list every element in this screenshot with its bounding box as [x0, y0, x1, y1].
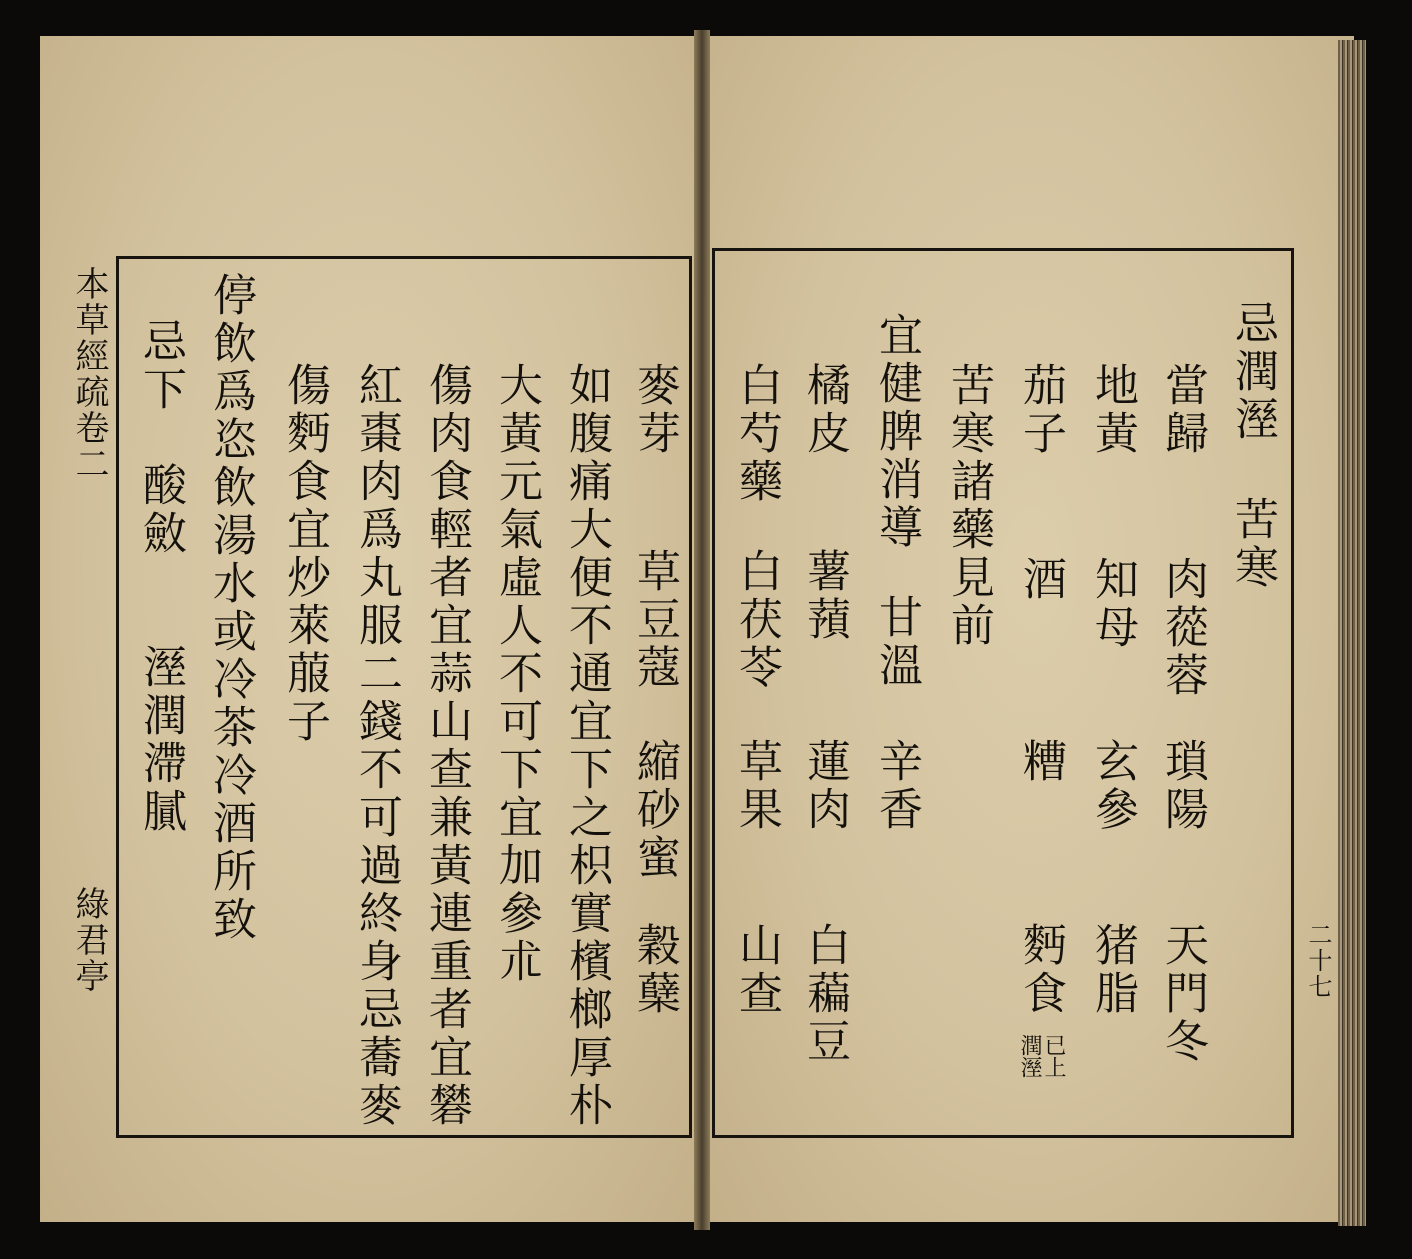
- herb-item: 知母: [1087, 556, 1138, 652]
- herb-item: 麪食: [1015, 922, 1066, 1018]
- cross-reference: 苦寒諸藥見前: [943, 362, 994, 650]
- heading-qualifier: 苦寒: [1227, 496, 1278, 592]
- herb-item: 穀蘖: [629, 922, 680, 1018]
- herb-item: 草豆蔻: [629, 548, 680, 692]
- herb-item: 白芍藥: [731, 362, 782, 506]
- text-column: 傷麪食宜炒萊菔子: [279, 362, 330, 746]
- herb-item: 肉蓯蓉: [1157, 556, 1208, 700]
- text-column: 傷肉食輕者宜蒜山查兼黃連重者宜礬: [421, 362, 472, 1130]
- advice-quality: 甘溫: [871, 594, 922, 690]
- page-number: 二十七: [1304, 922, 1332, 1000]
- herb-item: 白茯苓: [731, 548, 782, 692]
- text-column: 如腹痛大便不通宜下之枳實檳榔厚朴: [561, 362, 612, 1130]
- herb-item: 麥芽: [629, 362, 680, 458]
- herb-item: 山查: [731, 922, 782, 1018]
- herb-item: 草果: [731, 738, 782, 834]
- herb-item: 薯蕷: [799, 548, 850, 644]
- herb-item: 瑣陽: [1157, 738, 1208, 834]
- heading: 忌潤溼: [1227, 300, 1278, 444]
- herb-item: 玄參: [1087, 738, 1138, 834]
- book-gutter: [694, 30, 710, 1230]
- avoid-item: 溼潤: [135, 644, 186, 740]
- advice-quality: 辛香: [871, 738, 922, 834]
- avoid-heading: 忌下: [135, 318, 186, 414]
- herb-item: 天門冬: [1157, 922, 1208, 1066]
- interlinear-note-left: 潤溼: [1017, 1034, 1042, 1078]
- page-edge-right: [1338, 40, 1366, 1226]
- herb-item: 酒: [1015, 556, 1066, 604]
- herb-item: 橘皮: [799, 362, 850, 458]
- herb-item: 猪脂: [1087, 922, 1138, 1018]
- text-column: 停飲爲恣飲湯水或冷茶冷酒所致: [205, 272, 256, 944]
- publisher-mark: 綠君亭: [69, 886, 109, 994]
- text-column: 大黃元氣虛人不可下宜加參朮: [491, 362, 542, 986]
- herb-item: 茄子: [1015, 362, 1066, 458]
- herb-item: 地黃: [1087, 362, 1138, 458]
- avoid-item: 滯膩: [135, 740, 186, 836]
- herb-item: 蓮肉: [799, 738, 850, 834]
- text-column: 紅棗肉爲丸服二錢不可過終身忌蕎麥: [351, 362, 402, 1130]
- herb-item: 縮砂蜜: [629, 738, 680, 882]
- herb-item: 白藊豆: [799, 922, 850, 1066]
- herb-item: 當歸: [1157, 362, 1208, 458]
- avoid-item: 酸斂: [135, 462, 186, 558]
- herb-item: 糟: [1015, 738, 1066, 786]
- advice-heading: 宜健脾消導: [871, 312, 922, 552]
- margin-title: 本草經疏卷二: [69, 266, 109, 482]
- interlinear-note-right: 已上: [1041, 1034, 1066, 1078]
